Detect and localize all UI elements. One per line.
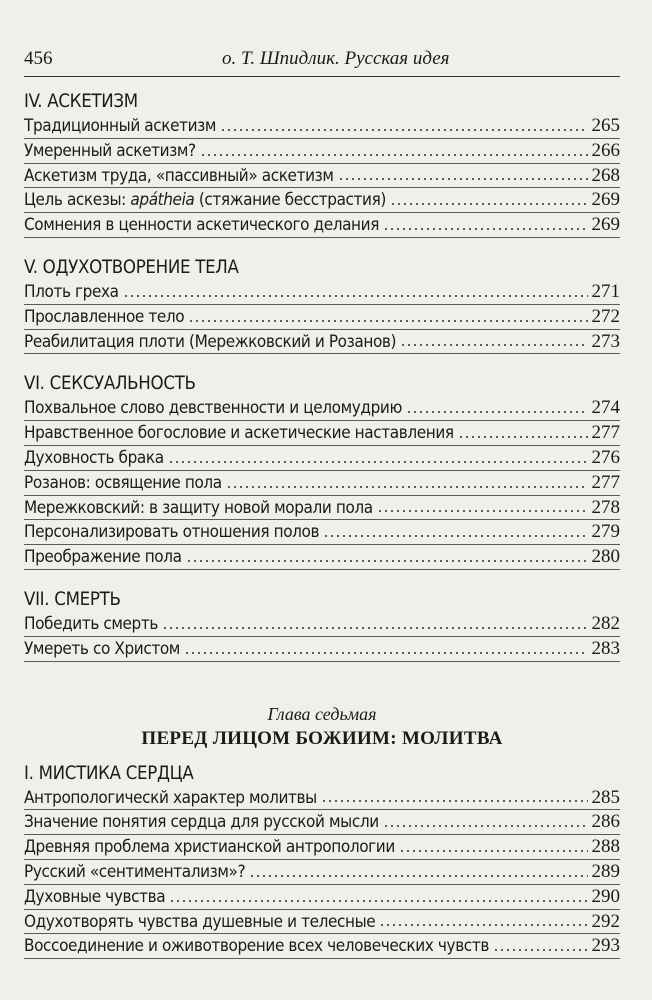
toc-entry: Похвальное слово девственности и целомудрию 274 <box>24 396 620 421</box>
toc-entry: Плоть греха 271 <box>24 280 620 305</box>
dot-leader <box>226 485 588 489</box>
dot-leader <box>186 559 588 563</box>
dot-leader <box>458 435 588 439</box>
dot-leader <box>123 294 588 298</box>
page-header <box>24 46 620 77</box>
toc-entry: Умереть со Христом 283 <box>24 637 620 662</box>
toc-section-asceticism <box>24 90 620 238</box>
page-ref: 290 <box>591 885 620 907</box>
section-title: VII. СМЕРТЬ <box>24 588 121 610</box>
page-ref: 283 <box>591 637 620 659</box>
page-ref: 286 <box>591 811 620 833</box>
page-ref: 278 <box>591 496 620 518</box>
dot-leader <box>379 923 587 927</box>
page-ref: 282 <box>591 612 620 634</box>
toc-entry: Нравственное богословие и аскетические наставления 277 <box>24 421 620 446</box>
toc-entry: Преображение пола 280 <box>24 545 620 570</box>
chapter-label: Глава седьмая <box>267 703 377 724</box>
page-ref: 265 <box>591 115 620 136</box>
dot-leader <box>383 227 588 231</box>
toc-entry: Розанов: освящение пола 277 <box>24 471 620 496</box>
section-title: I. МИСТИКА СЕРДЦА <box>24 762 194 784</box>
dot-leader <box>184 651 588 655</box>
toc-entry: Умеренный аскетизм? 266 <box>24 139 620 164</box>
page-ref: 277 <box>591 471 620 493</box>
dot-leader <box>249 874 587 878</box>
dot-leader <box>400 343 587 347</box>
page-ref: 268 <box>591 164 620 186</box>
dot-leader <box>200 153 588 157</box>
dot-leader <box>162 626 588 630</box>
toc-entry: Древняя проблема христианской антропологии 288 <box>24 835 620 860</box>
toc-entry: Традиционный аскетизм 265 <box>24 114 620 139</box>
page-ref: 269 <box>591 214 620 236</box>
dot-leader <box>383 824 588 828</box>
dot-leader <box>220 128 587 132</box>
chapter-title: ПЕРЕД ЛИЦОМ БОЖИИМ: МОЛИТВА <box>141 727 503 749</box>
page-ref: 271 <box>591 280 620 302</box>
table-of-contents <box>24 90 620 959</box>
toc-entry: Сомнения в ценности аскетического делания 269 <box>24 213 620 238</box>
section-title: VI. СЕКСУАЛЬНОСТЬ <box>24 373 196 395</box>
toc-section-death <box>24 588 620 662</box>
toc-entry: Русский «сентиментализм»? 289 <box>24 860 620 885</box>
toc-section-spiritualization <box>24 256 620 354</box>
section-title: V. ОДУХОТВОРЕНИЕ ТЕЛА <box>24 256 239 278</box>
toc-entry: Духовные чувства 290 <box>24 885 620 910</box>
page-ref: 266 <box>591 139 620 161</box>
toc-entry: Антропологическй характер молитвы 285 <box>24 786 620 811</box>
page-ref: 285 <box>591 786 620 808</box>
toc-entry: Воссоединение и оживотворение всех человеческих чувств 293 <box>24 934 620 959</box>
toc-entry: Мережковский: в защиту новой морали пола 278 <box>24 496 620 521</box>
toc-entry: Значение понятия сердца для русской мысли 286 <box>24 810 620 835</box>
page-ref: 272 <box>591 305 620 327</box>
dot-leader <box>168 460 588 464</box>
toc-section-sexuality <box>24 372 620 570</box>
toc-entry: Одухотворять чувства душевные и телесные 292 <box>24 910 620 935</box>
dot-leader <box>399 849 588 853</box>
toc-entry: Прославленное тело 272 <box>24 305 620 330</box>
dot-leader <box>493 948 588 952</box>
page-ref: 273 <box>591 330 620 352</box>
page-ref: 288 <box>591 836 620 858</box>
page-number: 456 <box>24 48 53 69</box>
dot-leader <box>169 899 587 903</box>
toc-entry: Победить смерть 282 <box>24 612 620 637</box>
page-ref: 280 <box>591 546 620 568</box>
page-ref: 279 <box>591 521 620 543</box>
dot-leader <box>323 534 587 538</box>
dot-leader <box>377 509 588 513</box>
page-ref: 292 <box>591 910 620 932</box>
toc-section-heart-mysticism <box>24 762 620 960</box>
page-ref: 274 <box>591 397 620 419</box>
page-ref: 269 <box>591 189 620 211</box>
page-ref: 293 <box>591 935 620 957</box>
dot-leader <box>406 410 588 414</box>
dot-leader <box>321 799 588 803</box>
page-ref: 289 <box>591 860 620 882</box>
dot-leader <box>390 202 588 206</box>
running-head: о. Т. Шпидлик. Русская идея <box>222 48 450 69</box>
toc-entry: Цель аскезы: apátheia (стяжание бесстрастия) 269 <box>24 188 620 213</box>
toc-entry: Духовность брака 276 <box>24 446 620 471</box>
toc-entry: Реабилитация плоти (Мережковский и Розанов) 273 <box>24 330 620 355</box>
page-ref: 277 <box>591 422 620 444</box>
toc-entry: Аскетизм труда, «пассивный» аскетизм 268 <box>24 164 620 189</box>
dot-leader <box>338 177 588 181</box>
dot-leader <box>188 319 587 323</box>
section-title: IV. АСКЕТИЗМ <box>24 91 138 112</box>
toc-entry: Персонализировать отношения полов 279 <box>24 520 620 545</box>
page-ref: 276 <box>591 446 620 468</box>
